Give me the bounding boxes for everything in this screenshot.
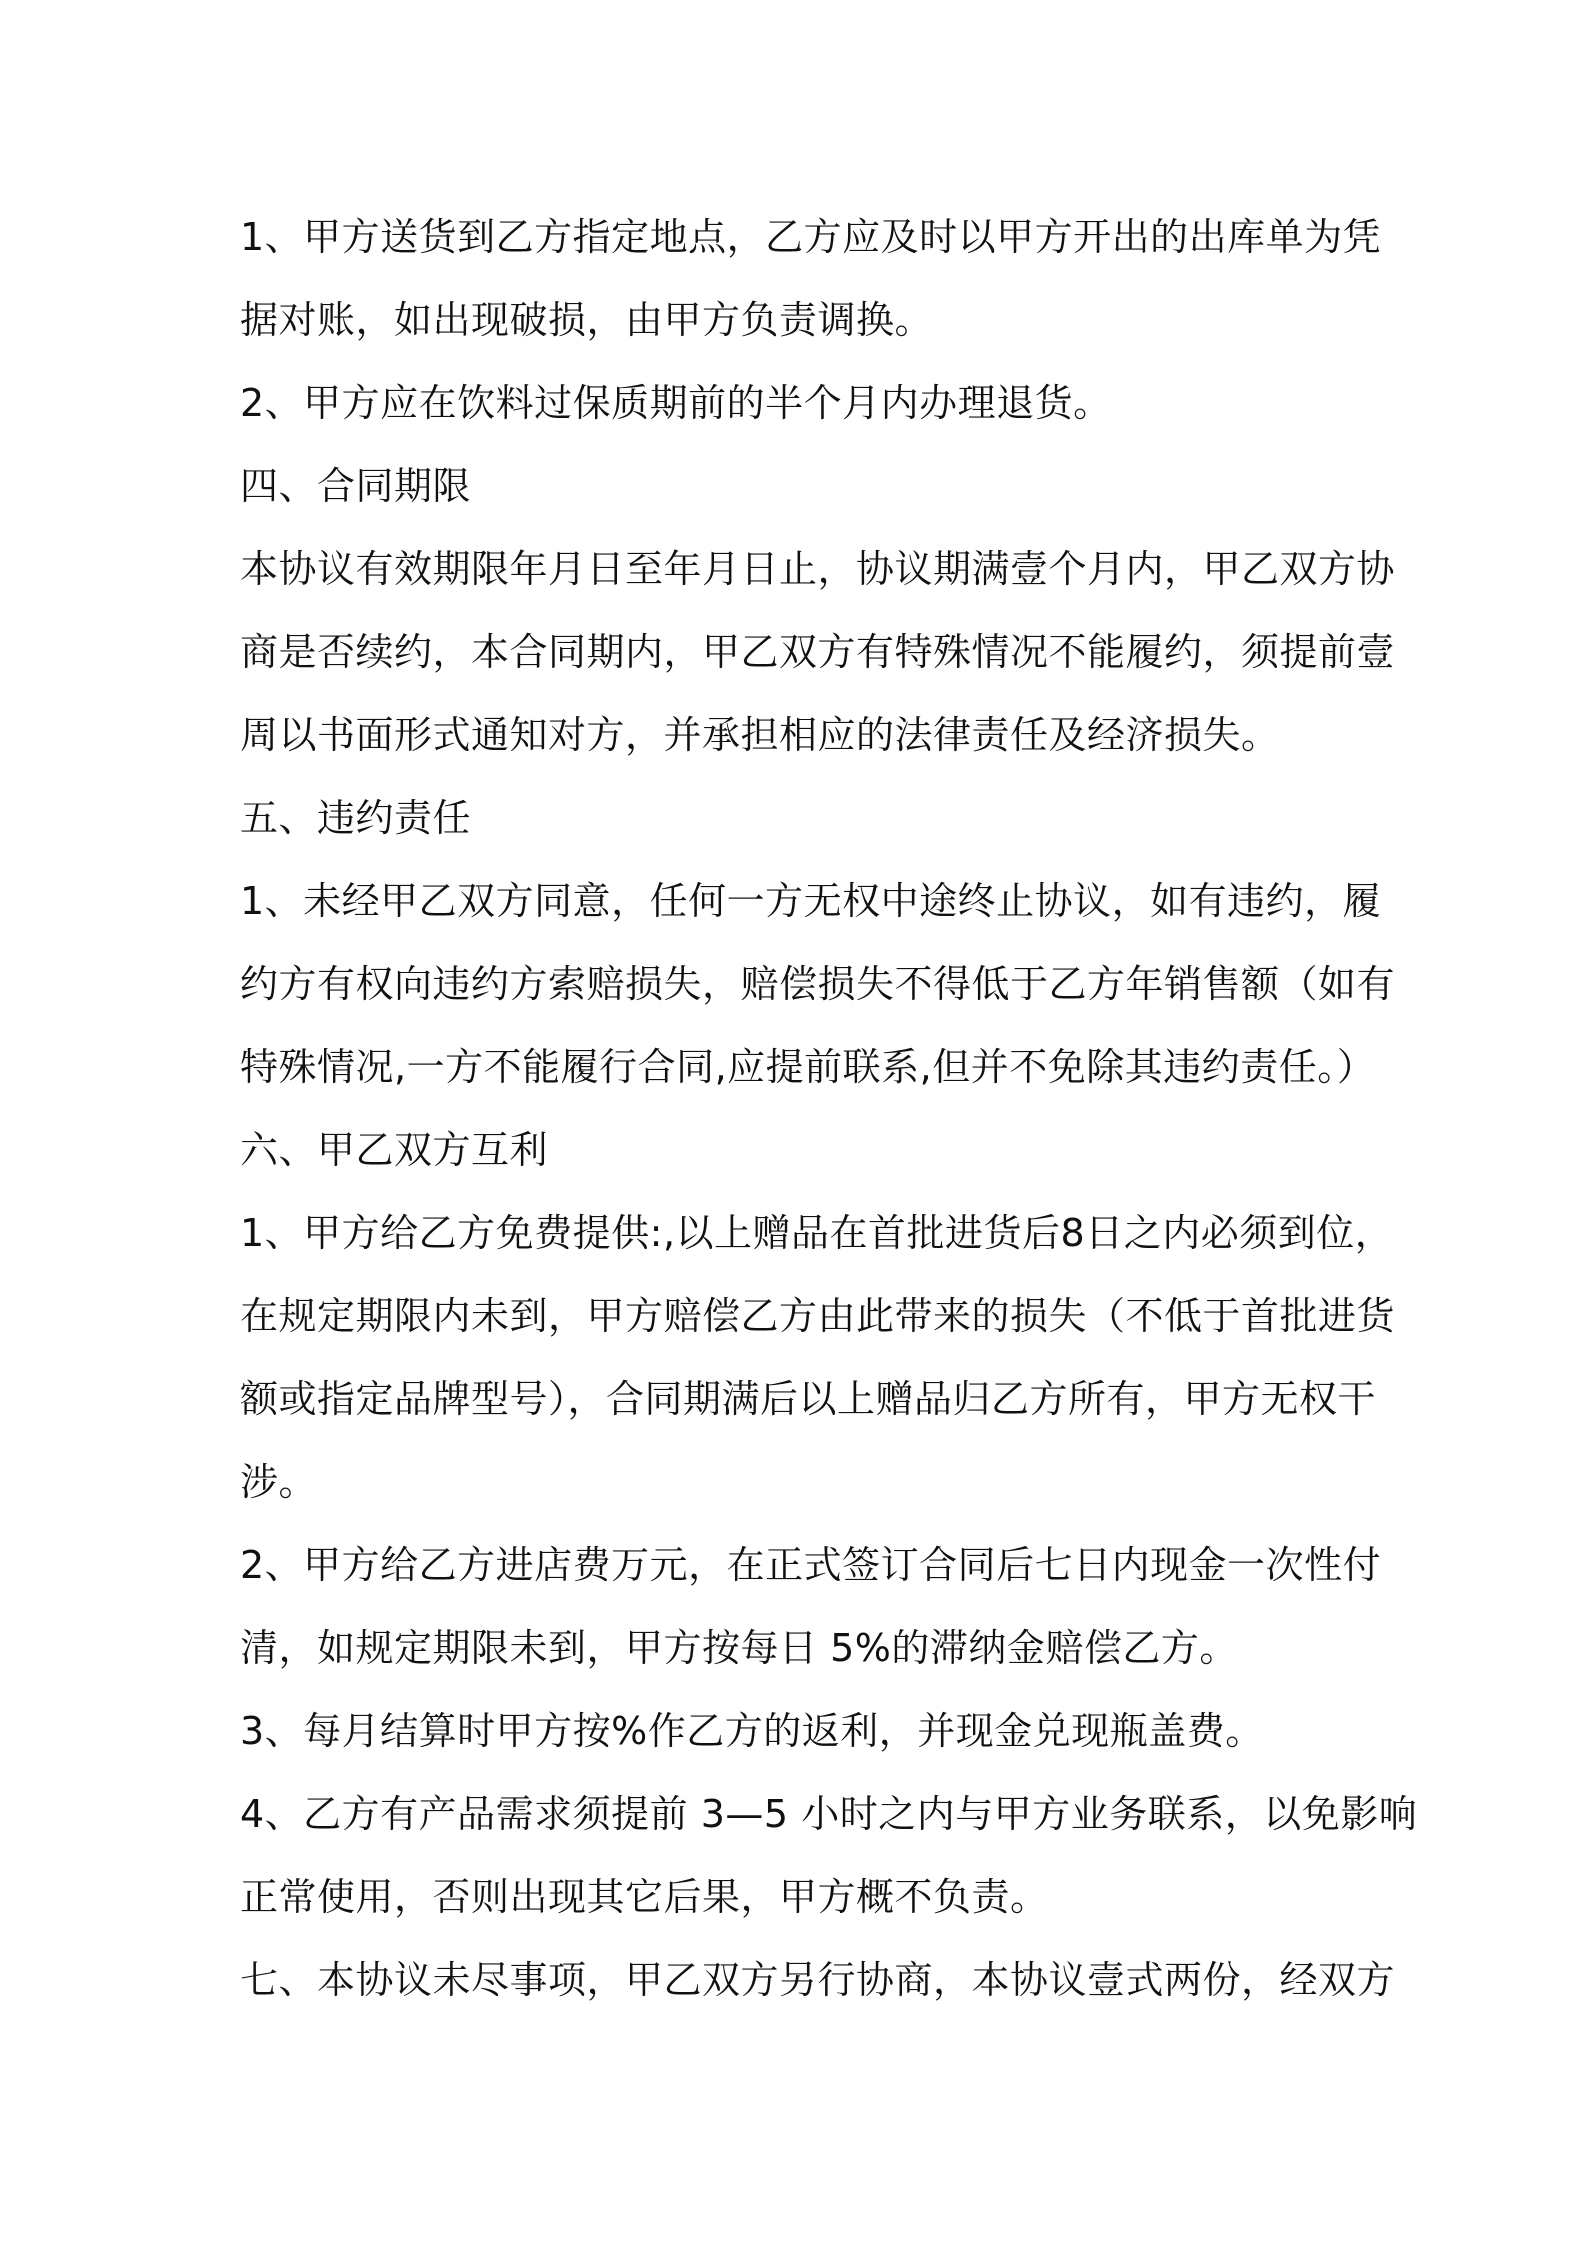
clause-text-line: 涉。 [240,1460,318,1504]
clause-text-line: 据对账，如出现破损，由甲方负责调换。 [240,298,934,342]
section-heading: 六、甲乙双方互利 [240,1128,549,1172]
clause-text-line: 2、甲方应在饮料过保质期前的半个月内办理退货。 [240,381,1112,425]
clause-text-line: 2、甲方给乙方进店费万元，在正式签订合同后七日内现金一次性付 [240,1543,1382,1587]
clause-text-line: 1、甲方给乙方免费提供:,以上赠品在首批进货后8日之内必须到位， [240,1211,1394,1255]
clause-text-line: 1、未经甲乙双方同意，任何一方无权中途终止协议，如有违约，履 [240,879,1382,923]
section-heading: 四、合同期限 [240,464,472,508]
clause-text-line: 清，如规定期限未到，甲方按每日 5%的滞纳金赔偿乙方。 [240,1626,1238,1670]
clause-text-line: 约方有权向违约方索赔损失，赔偿损失不得低于乙方年销售额（如有 [240,962,1396,1006]
section-heading: 五、违约责任 [240,796,472,840]
contract-text-body [240,196,1418,2022]
clause-text-line: 周以书面形式通知对方，并承担相应的法律责任及经济损失。 [240,713,1280,757]
clause-text-line: 额或指定品牌型号），合同期满后以上赠品归乙方所有，甲方无权干 [240,1377,1377,1421]
clause-text-line: 1、甲方送货到乙方指定地点，乙方应及时以甲方开出的出库单为凭 [240,215,1382,259]
clause-text-line: 商是否续约，本合同期内，甲乙双方有特殊情况不能履约，须提前壹 [240,630,1396,674]
clause-text-line: 本协议有效期限年月日至年月日止，协议期满壹个月内，甲乙双方协 [240,547,1396,591]
clause-text-line: 特殊情况,一方不能履行合同,应提前联系,但并不免除其违约责任。） [240,1045,1376,1089]
clause-text-line: 3、每月结算时甲方按%作乙方的返利，并现金兑现瓶盖费。 [240,1709,1264,1753]
clause-text-line: 七、本协议未尽事项，甲乙双方另行协商，本协议壹式两份，经双方 [240,1958,1396,2002]
clause-text-line: 4、乙方有产品需求须提前 3—5 小时之内与甲方业务联系，以免影响 [240,1792,1418,1836]
clause-text-line: 正常使用，否则出现其它后果，甲方概不负责。 [240,1875,1049,1919]
clause-text-line: 在规定期限内未到，甲方赔偿乙方由此带来的损失（不低于首批进货 [240,1294,1396,1338]
